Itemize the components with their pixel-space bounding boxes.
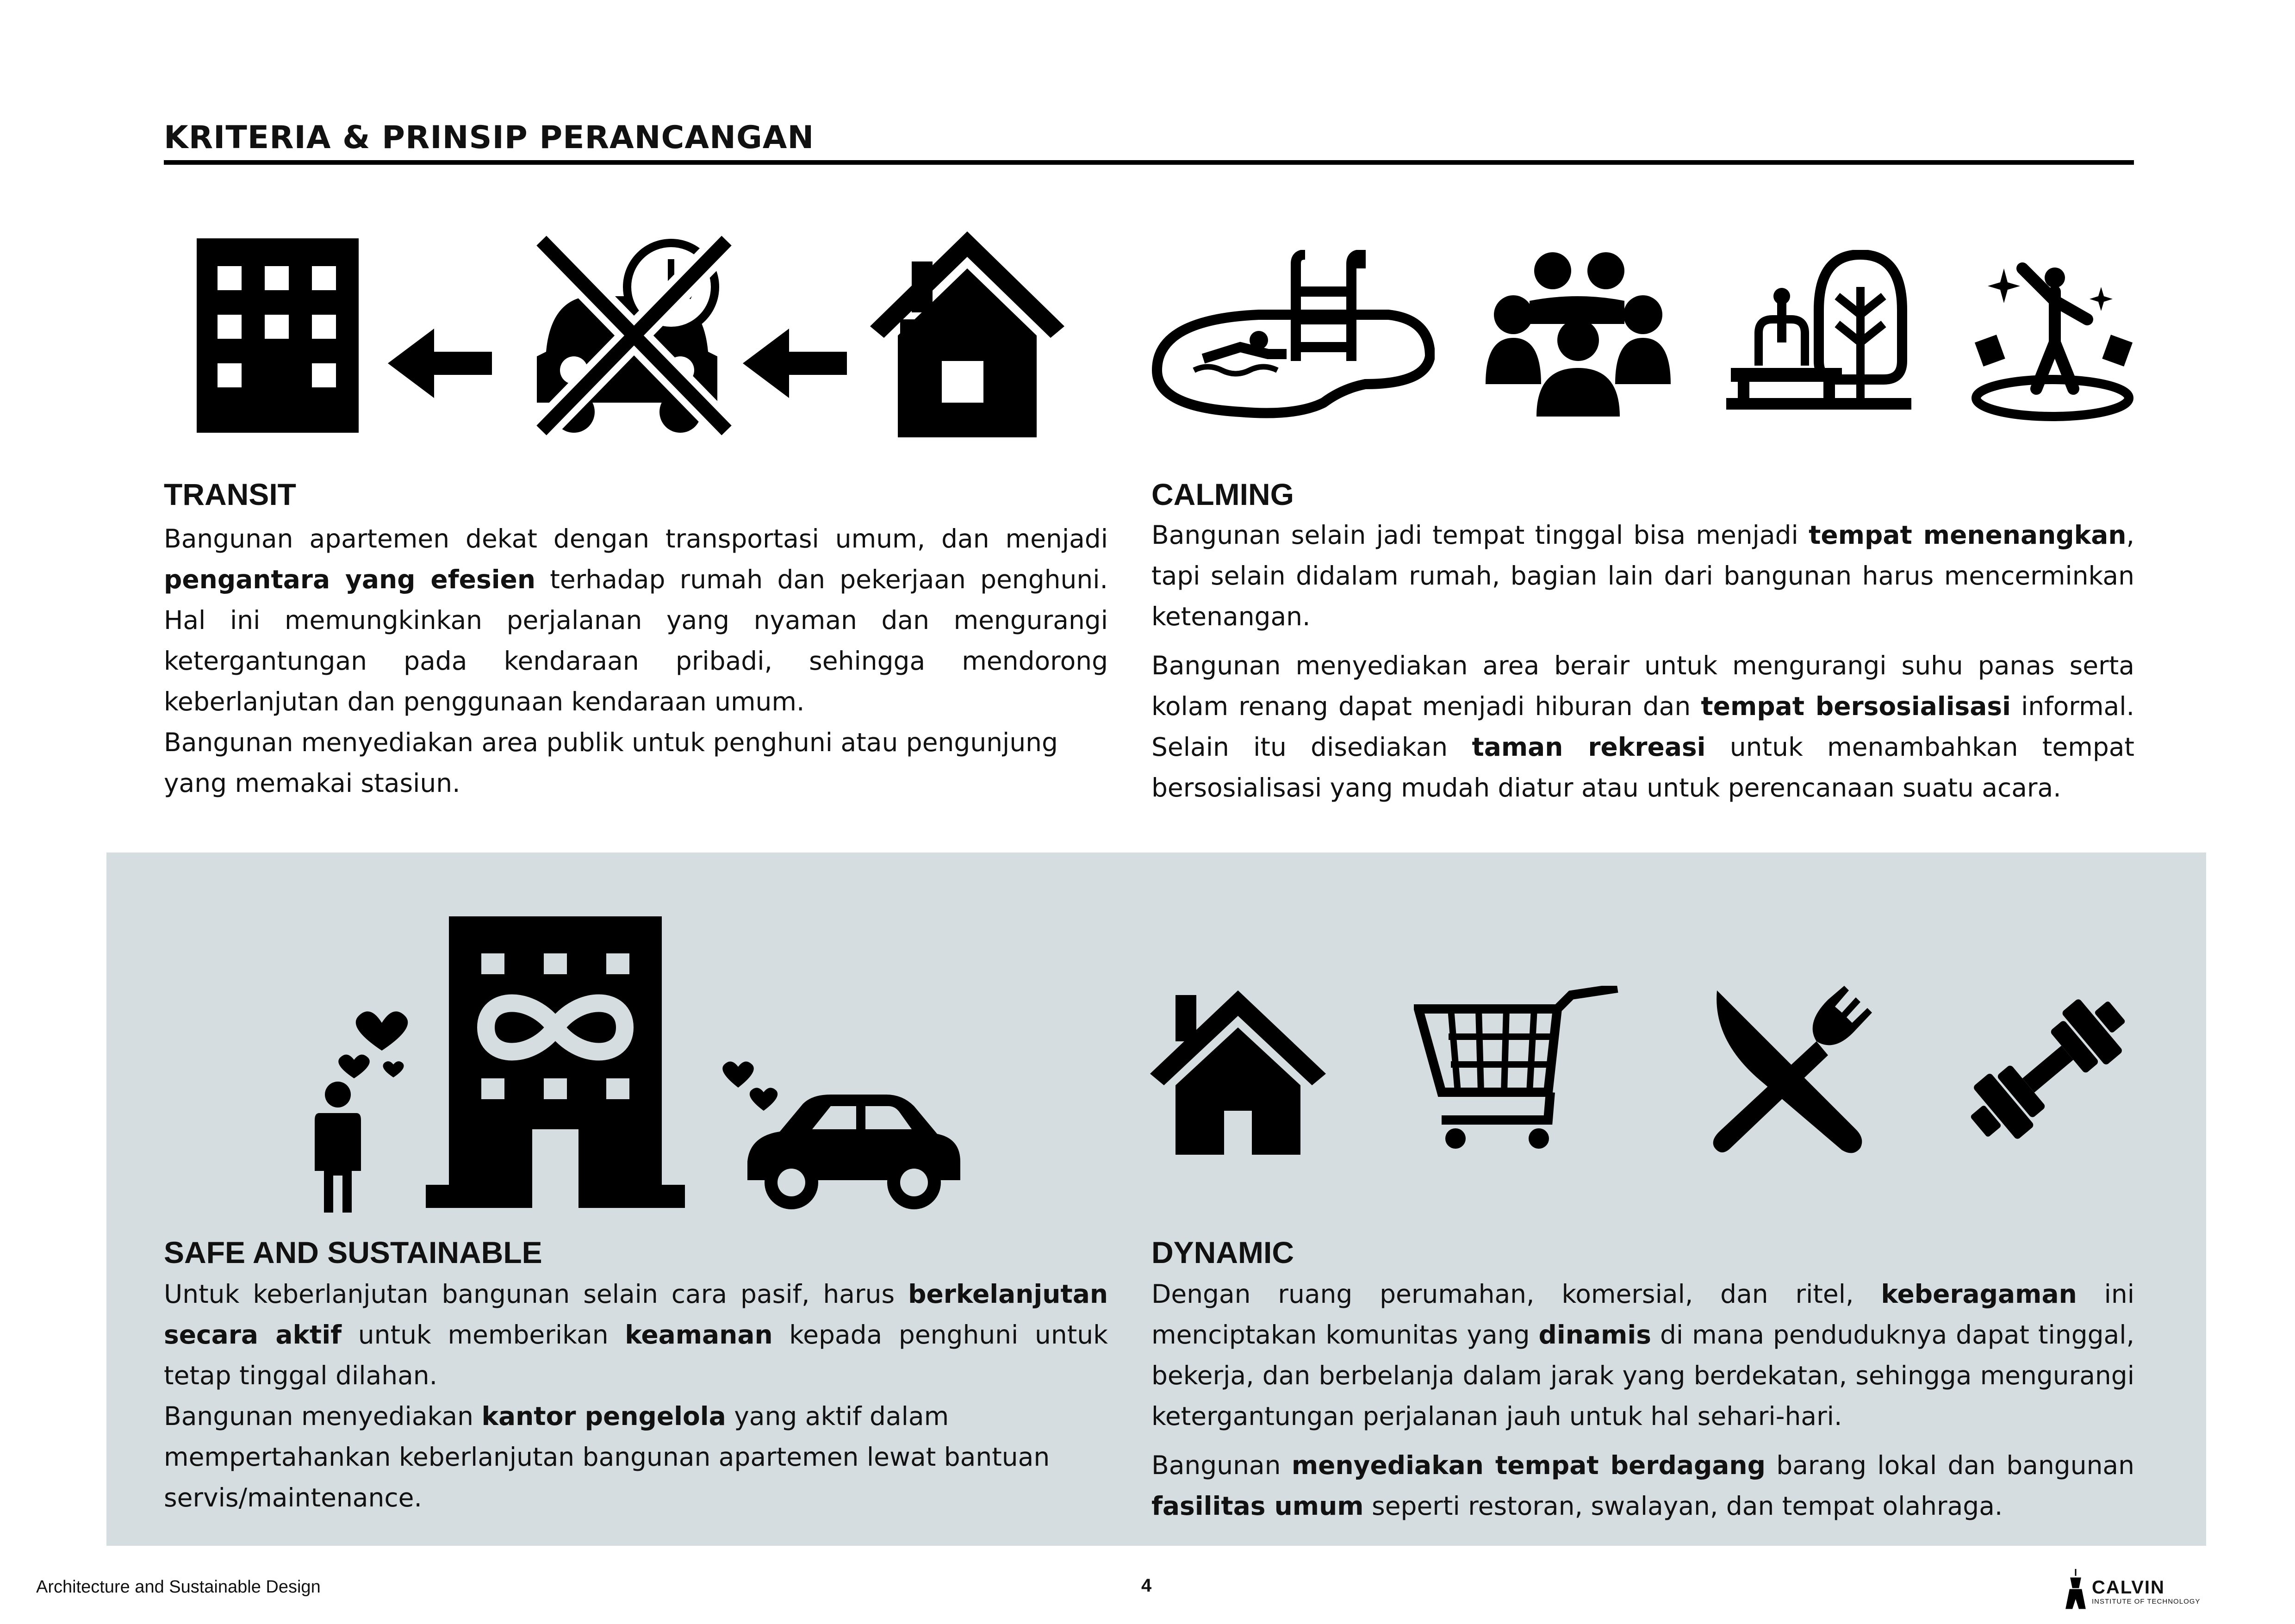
calming-paragraph-2 bbox=[1151, 645, 2134, 808]
footer-course-name: Architecture and Sustainable Design bbox=[36, 1577, 321, 1597]
text-run: kepada penghuni untuk tetap tinggal dilahan. bbox=[164, 1320, 1108, 1390]
transit-paragraph-2 bbox=[164, 722, 1108, 803]
logo-subtitle: INSTITUTE OF TECHNOLOGY bbox=[2092, 1598, 2201, 1605]
text-run: untuk memberikan bbox=[342, 1320, 625, 1350]
text-run: seperti restoran, swalayan, dan tempat olahraga. bbox=[1363, 1491, 2003, 1521]
text-run: di mana penduduknya dapat tinggal, bekerja, dan berbelanja dalam jarak yang berdekatan, sehingga mengurangi ketergantungan perjalanan jauh untuk hal sehari-hari. bbox=[1151, 1320, 2134, 1431]
bold-run: tempat bersosialisasi bbox=[1701, 691, 2011, 721]
dynamic-heading: DYNAMIC bbox=[1151, 1235, 1294, 1269]
safe-text bbox=[164, 1274, 1108, 1518]
calvin-logo-icon bbox=[2062, 1567, 2090, 1611]
safe-paragraph-2 bbox=[164, 1396, 1062, 1518]
text-run: terhadap rumah dan pekerjaan penghuni. Hal ini memungkinkan perjalanan yang nyaman dan mengurangi ketergantungan pada kendaraan pribadi, sehingga mendorong keberlanjutan dan penggunaan kendaraan umum. bbox=[164, 565, 1108, 716]
page-title: KRITERIA & PRINSIP PERANCANGAN bbox=[164, 119, 815, 156]
sustainable-building-icon bbox=[426, 916, 685, 1208]
title-underline bbox=[164, 160, 2134, 165]
bold-run: fasilitas umum bbox=[1151, 1491, 1364, 1521]
bold-run: pengantara yang efesien bbox=[164, 565, 536, 594]
calming-paragraph-1 bbox=[1151, 515, 2134, 637]
bold-run: taman rekreasi bbox=[1472, 732, 1706, 762]
dumbbell-icon bbox=[1962, 990, 2133, 1148]
text-run: yang aktif dalam mempertahankan keberlanjutan bangunan apartemen lewat bantuan servis/maintenance. bbox=[164, 1401, 1050, 1512]
text-run: Bangunan selain jadi tempat tinggal bisa menjadi bbox=[1151, 520, 1809, 550]
text-run: untuk menambahkan tempat bersosialisasi yang mudah diatur atau untuk perencanaan suatu acara. bbox=[1151, 732, 2134, 803]
text-run: barang lokal dan bangunan bbox=[1765, 1450, 2134, 1480]
house-icon bbox=[865, 227, 1069, 440]
safe-paragraph-1 bbox=[164, 1274, 1108, 1396]
calming-text bbox=[1151, 515, 2134, 808]
bold-run: berkelanjutan secara aktif bbox=[164, 1279, 1108, 1350]
dynamic-text bbox=[1151, 1274, 2134, 1526]
apartment-building-icon bbox=[194, 236, 361, 435]
transit-paragraph-1 bbox=[164, 518, 1108, 722]
bold-run: keamanan bbox=[625, 1320, 773, 1350]
shopping-cart-icon bbox=[1414, 986, 1622, 1152]
text-run: Bangunan menyediakan area berair untuk mengurangi suhu panas serta kolam renang dapat menjadi hiburan dan bbox=[1151, 651, 2134, 721]
arrow-left-icon bbox=[388, 324, 494, 403]
text-run: , tapi selain didalam rumah, bagian lain dari bangunan harus mencerminkan ketenangan. bbox=[1151, 520, 2134, 631]
bold-run: tempat menenangkan bbox=[1809, 520, 2127, 550]
bold-run: keberagaman bbox=[1881, 1279, 2077, 1309]
dynamic-paragraph-2 bbox=[1151, 1445, 2134, 1526]
bold-run: menyediakan tempat berdagang bbox=[1291, 1450, 1766, 1480]
text-run: Bangunan apartemen dekat dengan transportasi umum, dan menjadi bbox=[164, 524, 1108, 554]
logo-wordmark: CALVIN bbox=[2092, 1577, 2165, 1598]
text-run: ini menciptakan komunitas yang bbox=[1151, 1279, 2134, 1350]
calming-heading: CALMING bbox=[1151, 477, 1294, 511]
knife-fork-icon bbox=[1708, 986, 1884, 1157]
safe-heading: SAFE AND SUSTAINABLE bbox=[164, 1235, 542, 1269]
swimming-pool-icon bbox=[1148, 250, 1435, 421]
bold-run: dinamis bbox=[1538, 1320, 1651, 1350]
person-hearts-icon bbox=[305, 995, 412, 1217]
house-icon bbox=[1148, 986, 1328, 1157]
transit-heading: TRANSIT bbox=[164, 477, 296, 511]
car-hearts-icon bbox=[710, 1046, 965, 1213]
fountain-tree-icon bbox=[1722, 250, 1916, 421]
bold-run: kantor pengelola bbox=[481, 1401, 726, 1431]
page-number: 4 bbox=[1141, 1575, 1152, 1596]
stage-performer-icon bbox=[1967, 250, 2138, 421]
no-car-icon bbox=[518, 231, 736, 440]
text-run: Bangunan menyediakan bbox=[164, 1401, 482, 1431]
text-run: informal. Selain itu disediakan bbox=[1151, 691, 2134, 762]
text-run: Bangunan bbox=[1151, 1450, 1292, 1480]
text-run: Untuk keberlanjutan bangunan selain cara pasif, harus bbox=[164, 1279, 908, 1309]
arrow-left-icon bbox=[743, 324, 849, 403]
text-run: Bangunan menyediakan area publik untuk penghuni atau pengunjung yang memakai stasiun. bbox=[164, 728, 1058, 798]
text-run: Dengan ruang perumahan, komersial, dan ritel, bbox=[1151, 1279, 1881, 1309]
dynamic-paragraph-1 bbox=[1151, 1274, 2134, 1437]
transit-text bbox=[164, 518, 1108, 803]
people-group-icon bbox=[1486, 250, 1671, 421]
